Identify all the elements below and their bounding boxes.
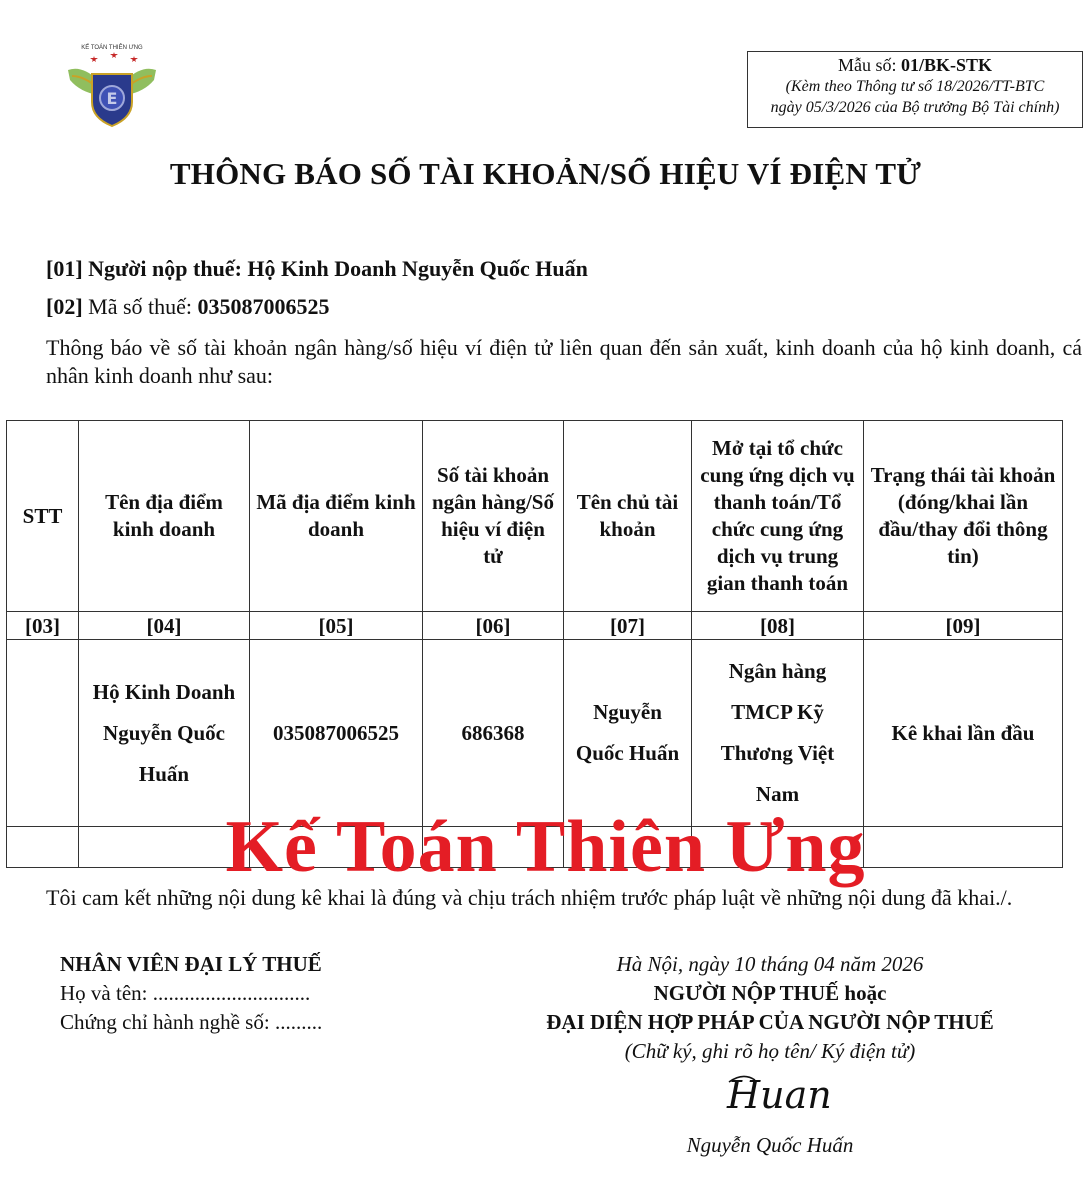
table-header-row — [7, 421, 1063, 612]
watermark: Kế Toán Thiên Ưng — [225, 806, 866, 888]
tax-code-value: 035087006525 — [197, 294, 330, 319]
header-account-status: Trạng thái tài khoản (đóng/khai lần đầu/thay đổi thông tin) — [864, 421, 1063, 612]
svg-text:E: E — [106, 89, 118, 108]
account-table — [6, 420, 1063, 868]
header-institution: Mở tại tổ chức cung ứng dịch vụ thanh toán/Tổ chức cung ứng dịch vụ trung gian thanh toán — [692, 421, 864, 612]
sign-date: Hà Nội, ngày 10 tháng 04 năm 2026 — [616, 952, 924, 976]
agent-block — [60, 950, 322, 1037]
header-account-owner: Tên chủ tài khoản — [564, 421, 692, 612]
company-logo — [62, 40, 162, 132]
cell-stt — [7, 640, 79, 827]
form-code-value: 01/BK-STK — [900, 55, 993, 75]
sign-heading-2: ĐẠI DIỆN HỢP PHÁP CỦA NGƯỜI NỘP THUẾ — [546, 1010, 994, 1034]
form-code-label: Mẫu số: — [837, 55, 901, 75]
tax-code-text: Mã số thuế: — [82, 294, 198, 319]
taxpayer-sign-block — [470, 950, 1070, 1066]
sign-note: (Chữ ký, ghi rõ họ tên/ Ký điện tử) — [624, 1039, 916, 1063]
signer-name: Nguyễn Quốc Huấn — [686, 1133, 854, 1157]
commitment-text: Tôi cam kết những nội dung kê khai là đúng và chịu trách nhiệm trước pháp luật về những nội dung đã khai./. — [46, 885, 1013, 910]
cell-account-status: Kê khai lần đầu — [864, 640, 1063, 827]
code-cell: [04] — [79, 612, 250, 640]
code-cell: [08] — [692, 612, 864, 640]
cell-institution: Ngân hàng TMCP Kỹ Thương Việt Nam — [692, 640, 864, 827]
code-cell: [06] — [423, 612, 564, 640]
cell-account-owner: Nguyễn Quốc Huấn — [564, 640, 692, 827]
taxpayer-line: [01] Người nộp thuế: Hộ Kinh Doanh Nguyễn Quốc Huấn — [46, 256, 588, 281]
sign-heading-1: NGƯỜI NỘP THUẾ hoặc — [653, 981, 887, 1005]
signature-text: Huan — [727, 1073, 832, 1117]
handwritten-signature — [725, 1068, 835, 1120]
code-cell: [09] — [864, 612, 1063, 640]
agent-cert-line: Chứng chỉ hành nghề số: ......... — [60, 1010, 323, 1034]
header-stt: STT — [7, 421, 79, 612]
cell-location-code: 035087006525 — [250, 640, 423, 827]
form-number-box — [747, 51, 1083, 128]
intro-paragraph: Thông báo về số tài khoản ngân hàng/số hiệu ví điện tử liên quan đến sản xuất, kinh doanh của hộ kinh doanh, cá nhân kinh doanh như sau: — [46, 335, 1082, 388]
agent-name-line: Họ và tên: .............................. — [60, 981, 311, 1005]
cell-location-name: Hộ Kinh Doanh Nguyễn Quốc Huấn — [79, 640, 250, 827]
code-cell: [05] — [250, 612, 423, 640]
header-account-number: Số tài khoản ngân hàng/Số hiệu ví điện tử — [423, 421, 564, 612]
code-cell: [03] — [7, 612, 79, 640]
table-row — [7, 640, 1063, 827]
header-location-code: Mã địa điểm kinh doanh — [250, 421, 423, 612]
form-code-line — [748, 55, 1082, 76]
document-title: THÔNG BÁO SỐ TÀI KHOẢN/SỐ HIỆU VÍ ĐIỆN TỬ — [169, 156, 922, 191]
form-ref-line-2: ngày 05/3/2026 của Bộ trưởng Bộ Tài chính) — [770, 99, 1060, 116]
agent-heading: NHÂN VIÊN ĐẠI LÝ THUẾ — [60, 952, 322, 976]
header-location-name: Tên địa điểm kinh doanh — [79, 421, 250, 612]
tax-code-label: [02] — [46, 294, 83, 319]
logo-text: KẾ TOÁN THIÊN ƯNG — [81, 45, 143, 51]
code-cell: [07] — [564, 612, 692, 640]
form-ref-line-1: (Kèm theo Thông tư số 18/2026/TT-BTC — [785, 78, 1045, 95]
cell-account-number: 686368 — [423, 640, 564, 827]
tax-code-line — [46, 294, 330, 320]
table-code-row — [7, 612, 1063, 640]
